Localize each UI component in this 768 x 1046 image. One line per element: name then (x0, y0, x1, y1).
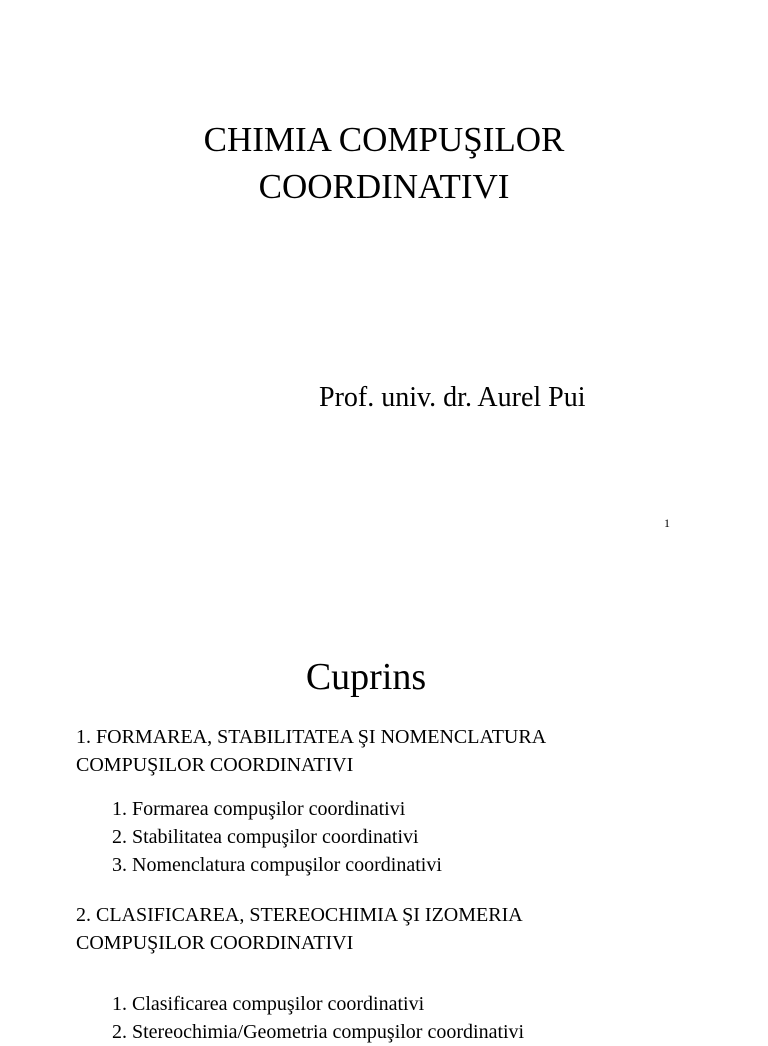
toc-subsection-item: 2. Stereochimia/Geometria compuşilor coordinativi (112, 1021, 525, 1043)
title-line-2: COORDINATIVI (258, 167, 510, 206)
section-heading-line-2: COMPUŞILOR COORDINATIVI (76, 754, 354, 776)
document-title (0, 116, 768, 210)
toc-subsection-item: 2. Stabilitatea compuşilor coordinativi (112, 826, 419, 848)
slide-2 (0, 590, 768, 1043)
toc-section-heading (76, 723, 736, 779)
toc-subsection-item: 1. Clasificarea compuşilor coordinativi (112, 993, 425, 1015)
section-heading-line-2: COMPUŞILOR COORDINATIVI (76, 932, 354, 954)
toc-subsection-item: 1. Formarea compuşilor coordinativi (112, 798, 406, 820)
toc-section-2 (76, 901, 736, 1046)
toc-section-heading (76, 901, 736, 957)
author-name: Prof. univ. dr. Aurel Pui (319, 382, 586, 413)
section-heading-line-1: 1. FORMAREA, STABILITATEA ŞI NOMENCLATURA (76, 726, 547, 748)
page-number: 1 (664, 516, 670, 530)
title-line-1: CHIMIA COMPUŞILOR (203, 120, 565, 159)
toc-subsection-list (76, 990, 736, 1046)
toc-subsection-list (76, 795, 736, 879)
section-heading-line-1: 2. CLASIFICAREA, STEREOCHIMIA ŞI IZOMERIA (76, 904, 523, 926)
toc-subsection-item: 3. Nomenclatura compuşilor coordinativi (112, 854, 442, 876)
toc-heading: Cuprins (305, 656, 427, 698)
toc-section-1 (76, 723, 736, 879)
